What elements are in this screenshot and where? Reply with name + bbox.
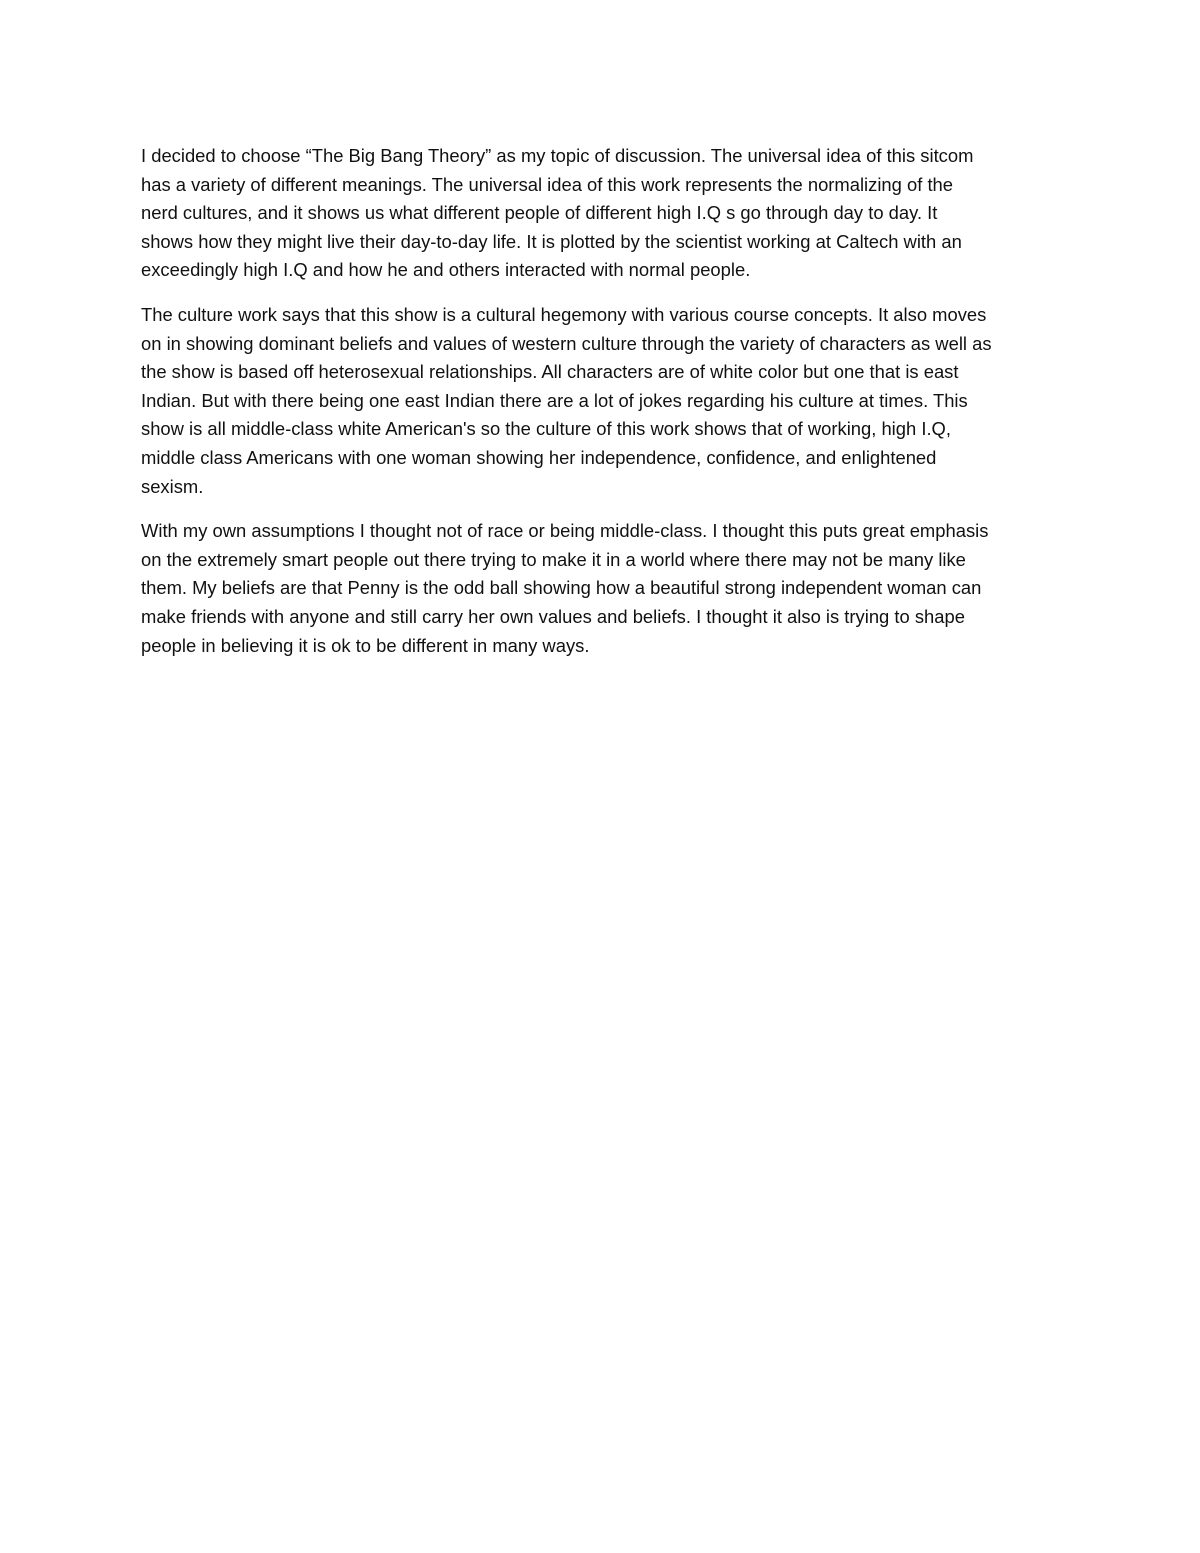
paragraph-line: The culture work says that this show is a cultural hegemony with various course concepts. It also moves [141,303,987,325]
paragraph-line: people in believing it is ok to be different in many ways. [141,634,590,656]
paragraph-line: them. My beliefs are that Penny is the odd ball showing how a beautiful strong independent woman can [141,577,982,599]
paragraph-line: exceedingly high I.Q and how he and others interacted with normal people. [141,259,751,281]
paragraph-3 [141,517,1065,660]
paragraph-line: middle class Americans with one woman showing her independence, confidence, and enlightened [141,446,937,468]
paragraph-line: With my own assumptions I thought not of race or being middle-class. I thought this puts great emphasis [141,520,989,542]
paragraph-1 [141,142,1065,285]
paragraph-line: on the extremely smart people out there trying to make it in a world where there may not be many like [141,548,966,570]
document-body [141,142,1065,660]
paragraph-2 [141,301,1065,501]
paragraph-line: Indian. But with there being one east Indian there are a lot of jokes regarding his culture at times. This [141,389,968,411]
paragraph-line: nerd cultures, and it shows us what different people of different high I.Q s go through day to day. It [141,202,938,224]
paragraph-line: I decided to choose “The Big Bang Theory” as my topic of discussion. The universal idea of this sitcom [141,145,974,166]
paragraph-line: shows how they might live their day-to-day life. It is plotted by the scientist working at Caltech with an [141,230,962,252]
paragraph-line: make friends with anyone and still carry her own values and beliefs. I thought it also is trying to shape [141,605,965,627]
paragraph-line: has a variety of different meanings. The universal idea of this work represents the normalizing of the [141,173,954,195]
paragraph-line: show is all middle-class white American's so the culture of this work shows that of working, high I.Q, [141,418,951,440]
paragraph-line: the show is based off heterosexual relationships. All characters are of white color but one that is east [141,361,959,383]
paragraph-line: on in showing dominant beliefs and values of western culture through the variety of characters as well as [141,332,992,354]
paragraph-line: sexism. [141,475,204,497]
